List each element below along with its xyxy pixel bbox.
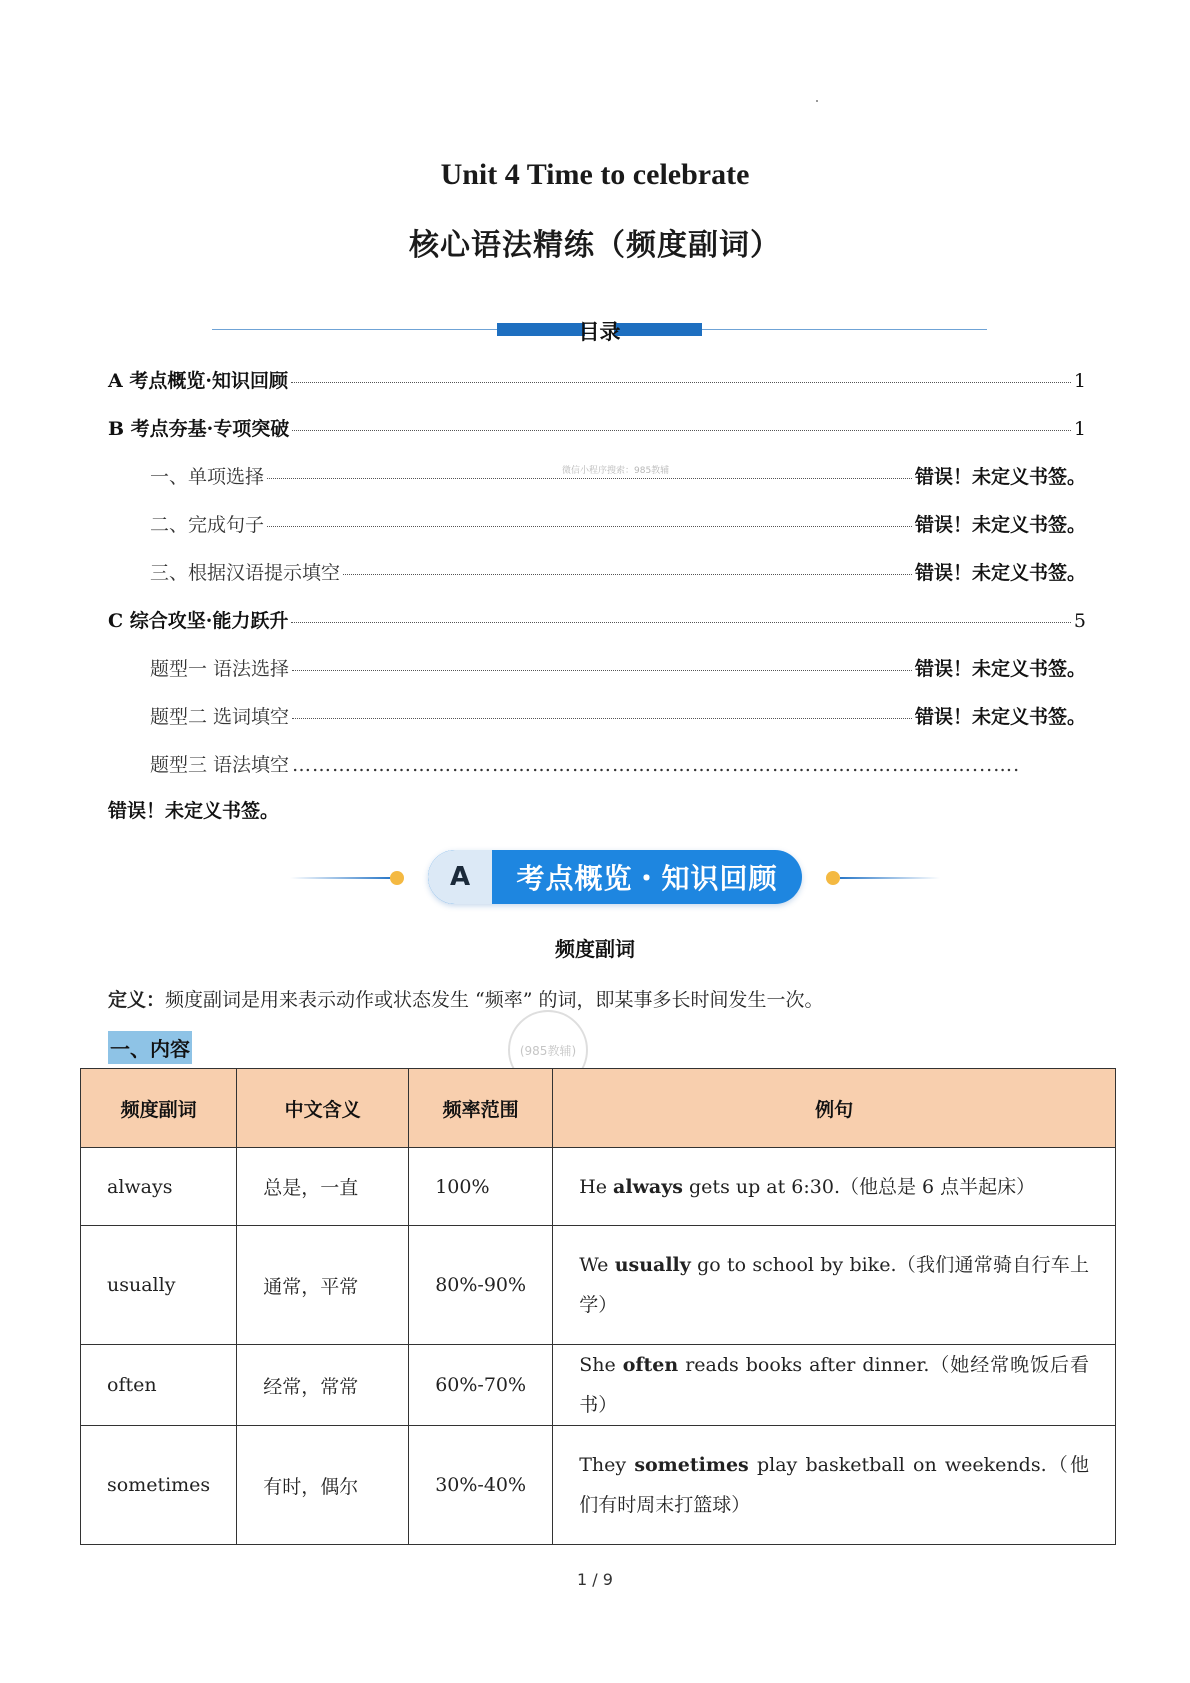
toc-entry[interactable]	[108, 366, 1086, 393]
toc-entry-label: 题型二 选词填空	[150, 706, 290, 728]
range-cell: 100%	[409, 1148, 553, 1226]
toc-entry-page: 1	[1073, 370, 1086, 392]
range-cell: 60%-70%	[409, 1345, 553, 1426]
title-chinese: 核心语法精练（频度副词）	[409, 228, 781, 263]
watermark-text: 微信小程序搜索：985教辅	[562, 466, 670, 476]
table-row	[81, 1426, 1116, 1545]
stray-dot	[816, 100, 818, 102]
definition	[108, 985, 824, 1012]
table-header-cell: 中文含义	[237, 1069, 409, 1148]
toc-entry-page: 错误！未定义书签。	[914, 514, 1086, 536]
frequency-table	[80, 1068, 1116, 1545]
banner-line-left	[290, 877, 390, 879]
adverb-cell: often	[81, 1345, 237, 1426]
example-pre: They	[579, 1454, 635, 1476]
toc-entry-page: 1	[1073, 418, 1086, 440]
toc-entry-label: B 考点夯基·专项突破	[108, 418, 290, 440]
toc-entry[interactable]	[150, 702, 1086, 729]
toc-entry-label: 题型三 语法填空	[150, 754, 290, 776]
meaning-cell: 经常，常常	[237, 1345, 409, 1426]
toc-leader: …………………………………………………………………………………………...….	[292, 754, 1021, 776]
toc-leader	[291, 382, 1071, 383]
toc-error-tail: 错误！未定义书签。	[108, 800, 280, 822]
example-pre: She	[579, 1354, 623, 1376]
toc-entry[interactable]	[150, 558, 1086, 585]
toc-leader	[267, 526, 912, 527]
example-post: go to school by bike.（我们通常骑自行车上学）	[579, 1254, 1089, 1316]
toc-leader	[292, 718, 912, 719]
section-a-banner	[290, 846, 940, 910]
example-cell	[553, 1426, 1116, 1545]
example-keyword: sometimes	[634, 1454, 749, 1476]
adverb-cell: sometimes	[81, 1426, 237, 1545]
toc-entry-page: 5	[1073, 610, 1086, 632]
banner-pill	[428, 850, 802, 904]
table-header-cell: 频度副词	[81, 1069, 237, 1148]
toc-entry-label: 一、单项选择	[150, 466, 265, 488]
toc-leader	[292, 670, 912, 671]
example-cell	[553, 1345, 1116, 1426]
table-header-cell: 例句	[553, 1069, 1116, 1148]
toc-entry[interactable]	[150, 510, 1086, 537]
toc-entry[interactable]	[150, 654, 1086, 681]
page-number: 1 / 9	[577, 1570, 613, 1589]
sub-heading: 一、内容	[108, 1031, 192, 1064]
toc-leader	[343, 574, 912, 575]
toc-entry[interactable]	[108, 606, 1086, 633]
table-row	[81, 1148, 1116, 1226]
toc-entry[interactable]	[108, 414, 1086, 441]
definition-label: 定义：	[108, 989, 166, 1011]
example-cell	[553, 1148, 1116, 1226]
example-post: gets up at 6:30.（他总是 6 点半起床）	[682, 1175, 1036, 1198]
adverb-cell: usually	[81, 1226, 237, 1345]
watermark-stamp: (985教辅)	[508, 1010, 588, 1090]
toc-entry-page: 错误！未定义书签。	[914, 466, 1086, 488]
toc-entry-label: 题型一 语法选择	[150, 658, 290, 680]
example-keyword: usually	[614, 1254, 691, 1276]
toc-entry[interactable]	[150, 750, 1086, 777]
section-title: 频度副词	[555, 937, 635, 961]
meaning-cell: 通常，平常	[237, 1226, 409, 1345]
meaning-cell: 总是，一直	[237, 1148, 409, 1226]
banner-dot-left	[390, 871, 404, 885]
example-pre: We	[579, 1254, 615, 1276]
toc-entry-label: 二、完成句子	[150, 514, 265, 536]
toc-label: 目录	[578, 320, 621, 344]
meaning-cell: 有时，偶尔	[237, 1426, 409, 1545]
definition-text: 频度副词是用来表示动作或状态发生 “频率” 的词，即某事多长时间发生一次。	[165, 989, 824, 1011]
toc-entry-page: 错误！未定义书签。	[914, 658, 1086, 680]
toc-leader	[267, 478, 912, 479]
example-pre: He	[579, 1175, 614, 1198]
title-english: Unit 4 Time to celebrate	[440, 158, 750, 191]
toc-entry-label: C 综合攻坚·能力跃升	[108, 610, 289, 632]
toc-entry-page: 错误！未定义书签。	[914, 562, 1086, 584]
toc-entry-label: 三、根据汉语提示填空	[150, 562, 341, 584]
table-header-cell: 频率范围	[409, 1069, 553, 1148]
toc-entry-page: 错误！未定义书签。	[914, 706, 1086, 728]
banner-letter: A	[428, 850, 492, 904]
toc-leader	[292, 430, 1071, 431]
toc-leader	[291, 622, 1071, 623]
example-keyword: often	[622, 1354, 679, 1376]
table-row	[81, 1226, 1116, 1345]
adverb-cell: always	[81, 1148, 237, 1226]
banner-dot-right	[826, 871, 840, 885]
banner-title: 考点概览・知识回顾	[516, 862, 778, 895]
toc-entry-label: A 考点概览·知识回顾	[108, 370, 288, 392]
example-keyword: always	[613, 1175, 683, 1198]
range-cell: 30%-40%	[409, 1426, 553, 1545]
example-post: reads books after dinner.（她经常晚饭后看书）	[579, 1354, 1089, 1416]
example-cell	[553, 1226, 1116, 1345]
table-header-row	[81, 1069, 1116, 1148]
toc-header	[212, 316, 987, 344]
range-cell: 80%-90%	[409, 1226, 553, 1345]
banner-line-right	[840, 877, 940, 879]
example-post: play basketball on weekends.（他们有时周末打篮球）	[579, 1454, 1089, 1516]
table-row	[81, 1345, 1116, 1426]
